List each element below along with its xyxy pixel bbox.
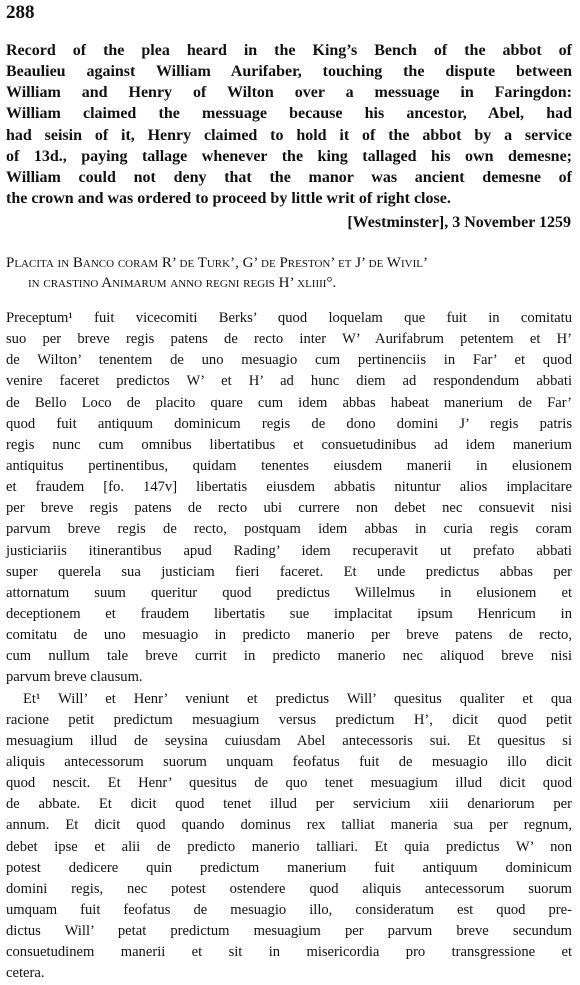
text-line: parvum breve regis de recto, postquam idem abbas in curia regis coram [6, 521, 572, 538]
text-line: de Wilton’ tenentem de uno mesuagio cum pertinenciis in Far’ et quod [6, 352, 572, 369]
text-line: mesuagium illud de seysina cuiusdam Abel antecessoris sui. Et quesitus si [6, 732, 572, 749]
summary-block [6, 40, 572, 209]
page-number: 288 [6, 2, 35, 23]
text-line: et fraudem [fo. 147v] libertatis eiusdem abbatis nituntur alios implacitare [6, 479, 572, 496]
text-line: Et¹ Will’ et Henr’ veniunt et predictus Will’ quesitus qualiter et qua [23, 690, 572, 707]
text-line: antiquitus pertinentibus, quidam tenentes eiusdem manerii in elusionem [6, 457, 572, 474]
text-line: super querela sua justiciam fieri faceret. Et unde predictus abbas per [6, 563, 572, 580]
text-line: aliquis antecessorum suorum unquam feofatus fuit de mesuagio illo dicit [6, 753, 572, 770]
summary-line: of 13d., paying tallage whenever the king tallaged his own demesne; [6, 147, 572, 165]
text-line: dictus Will’ petat predictum mesuagium per parvum breve secundum [6, 923, 572, 940]
summary-line: had seisin of it, Henry claimed to hold it of the abbot by a service [6, 126, 572, 144]
text-line: umquam fuit feofatus de mesuagio illo, consideratum est quod pre- [6, 901, 572, 918]
summary-line: William and Henry of Wilton over a messuage in Faringdon: [6, 84, 572, 102]
text-line: domini regis, nec potest ostendere quod aliquis antecessorum suorum [6, 880, 572, 897]
text-line: per breve regis patens de recto ubi currere non debet nec consuevit nisi [6, 500, 572, 517]
summary-line: the crown and was ordered to proceed by little writ of right close. [6, 189, 451, 207]
heading-line: Placita in Banco coram R’ de Turk’, G’ de Preston’ et J’ de Wivil’ [6, 255, 428, 271]
text-line: comitatu de uno mesuagio in predicto manerio per breve patens de recto, [6, 627, 572, 644]
text-line: suo per breve regis patens de recto inter W’ Aurifabrum petentem et H’ [6, 331, 572, 348]
text-line: consuetudinem manerii et sit in misericordia pro transgressione et [6, 944, 572, 961]
text-line: quod fuit antiquum dominicum regis de dono domini J’ regis patris [6, 415, 572, 432]
text-line: justiciariis itinerantibus apud Rading’ idem recuperavit ut prefato abbati [6, 542, 572, 559]
text-line: attornatum suum queritur quod predictus Willelmus in elusionem et [6, 584, 572, 601]
heading-line: in crastino Animarum anno regni regis H’ xliiii°. [28, 275, 337, 291]
section-heading [6, 253, 572, 293]
text-line: racione petit predictum mesuagium versus predictum H’, dicit quod petit [6, 711, 572, 728]
text-line: parvum breve clausum. [6, 669, 143, 686]
text-line: quod nescit. Et Henr’ quesitus de quo tenet mesuagium illud dicit quod [6, 775, 572, 792]
text-line: annum. Et dicit quod quando dominus rex talliat maneria sua per regnum, [6, 817, 572, 834]
summary-line: William claimed the messuage because his ancestor, Abel, had [6, 105, 572, 123]
text-line: venire faceret predictos W’ et H’ ad hunc diem ad respondendum abbati [6, 373, 572, 390]
text-line: de abbate. Et dicit quod tenet illud per servicium xiii denariorum per [6, 796, 572, 813]
text-line: deceptionem et fraudem libertatis sue implacitat ipsum Henricum in [6, 605, 572, 622]
summary-line: Record of the plea heard in the King’s Bench of the abbot of [6, 42, 572, 59]
text-line: de Bello Loco de placito quare cum idem abbas habeat manerium de Far’ [6, 394, 572, 411]
body-text [6, 308, 572, 985]
text-line: cetera. [6, 965, 45, 982]
summary-line: William could not deny that the manor was ancient demesne of [6, 168, 572, 186]
text-line: potest dedicere quin predictum manerium fuit antiquum dominicum [6, 859, 572, 876]
text-line: debet ipse et alii de predicto manerio talliari. Et quia predictus W’ non [6, 838, 572, 855]
paragraph [6, 308, 572, 689]
text-line: regis nunc cum omnibus libertatibus et consuetudinibus ad idem manerium [6, 436, 572, 453]
text-line: Preceptum¹ fuit vicecomiti Berks’ quod loquelam que fuit in comitatu [6, 310, 572, 326]
summary-date: [Westminster], 3 November 1259 [347, 214, 571, 231]
text-line: cum nullum tale breve currit in predicto manerio nec aliquod breve nisi [6, 648, 572, 665]
summary-line: Beaulieu against William Aurifaber, touching the dispute between [6, 63, 572, 81]
paragraph [6, 689, 572, 985]
